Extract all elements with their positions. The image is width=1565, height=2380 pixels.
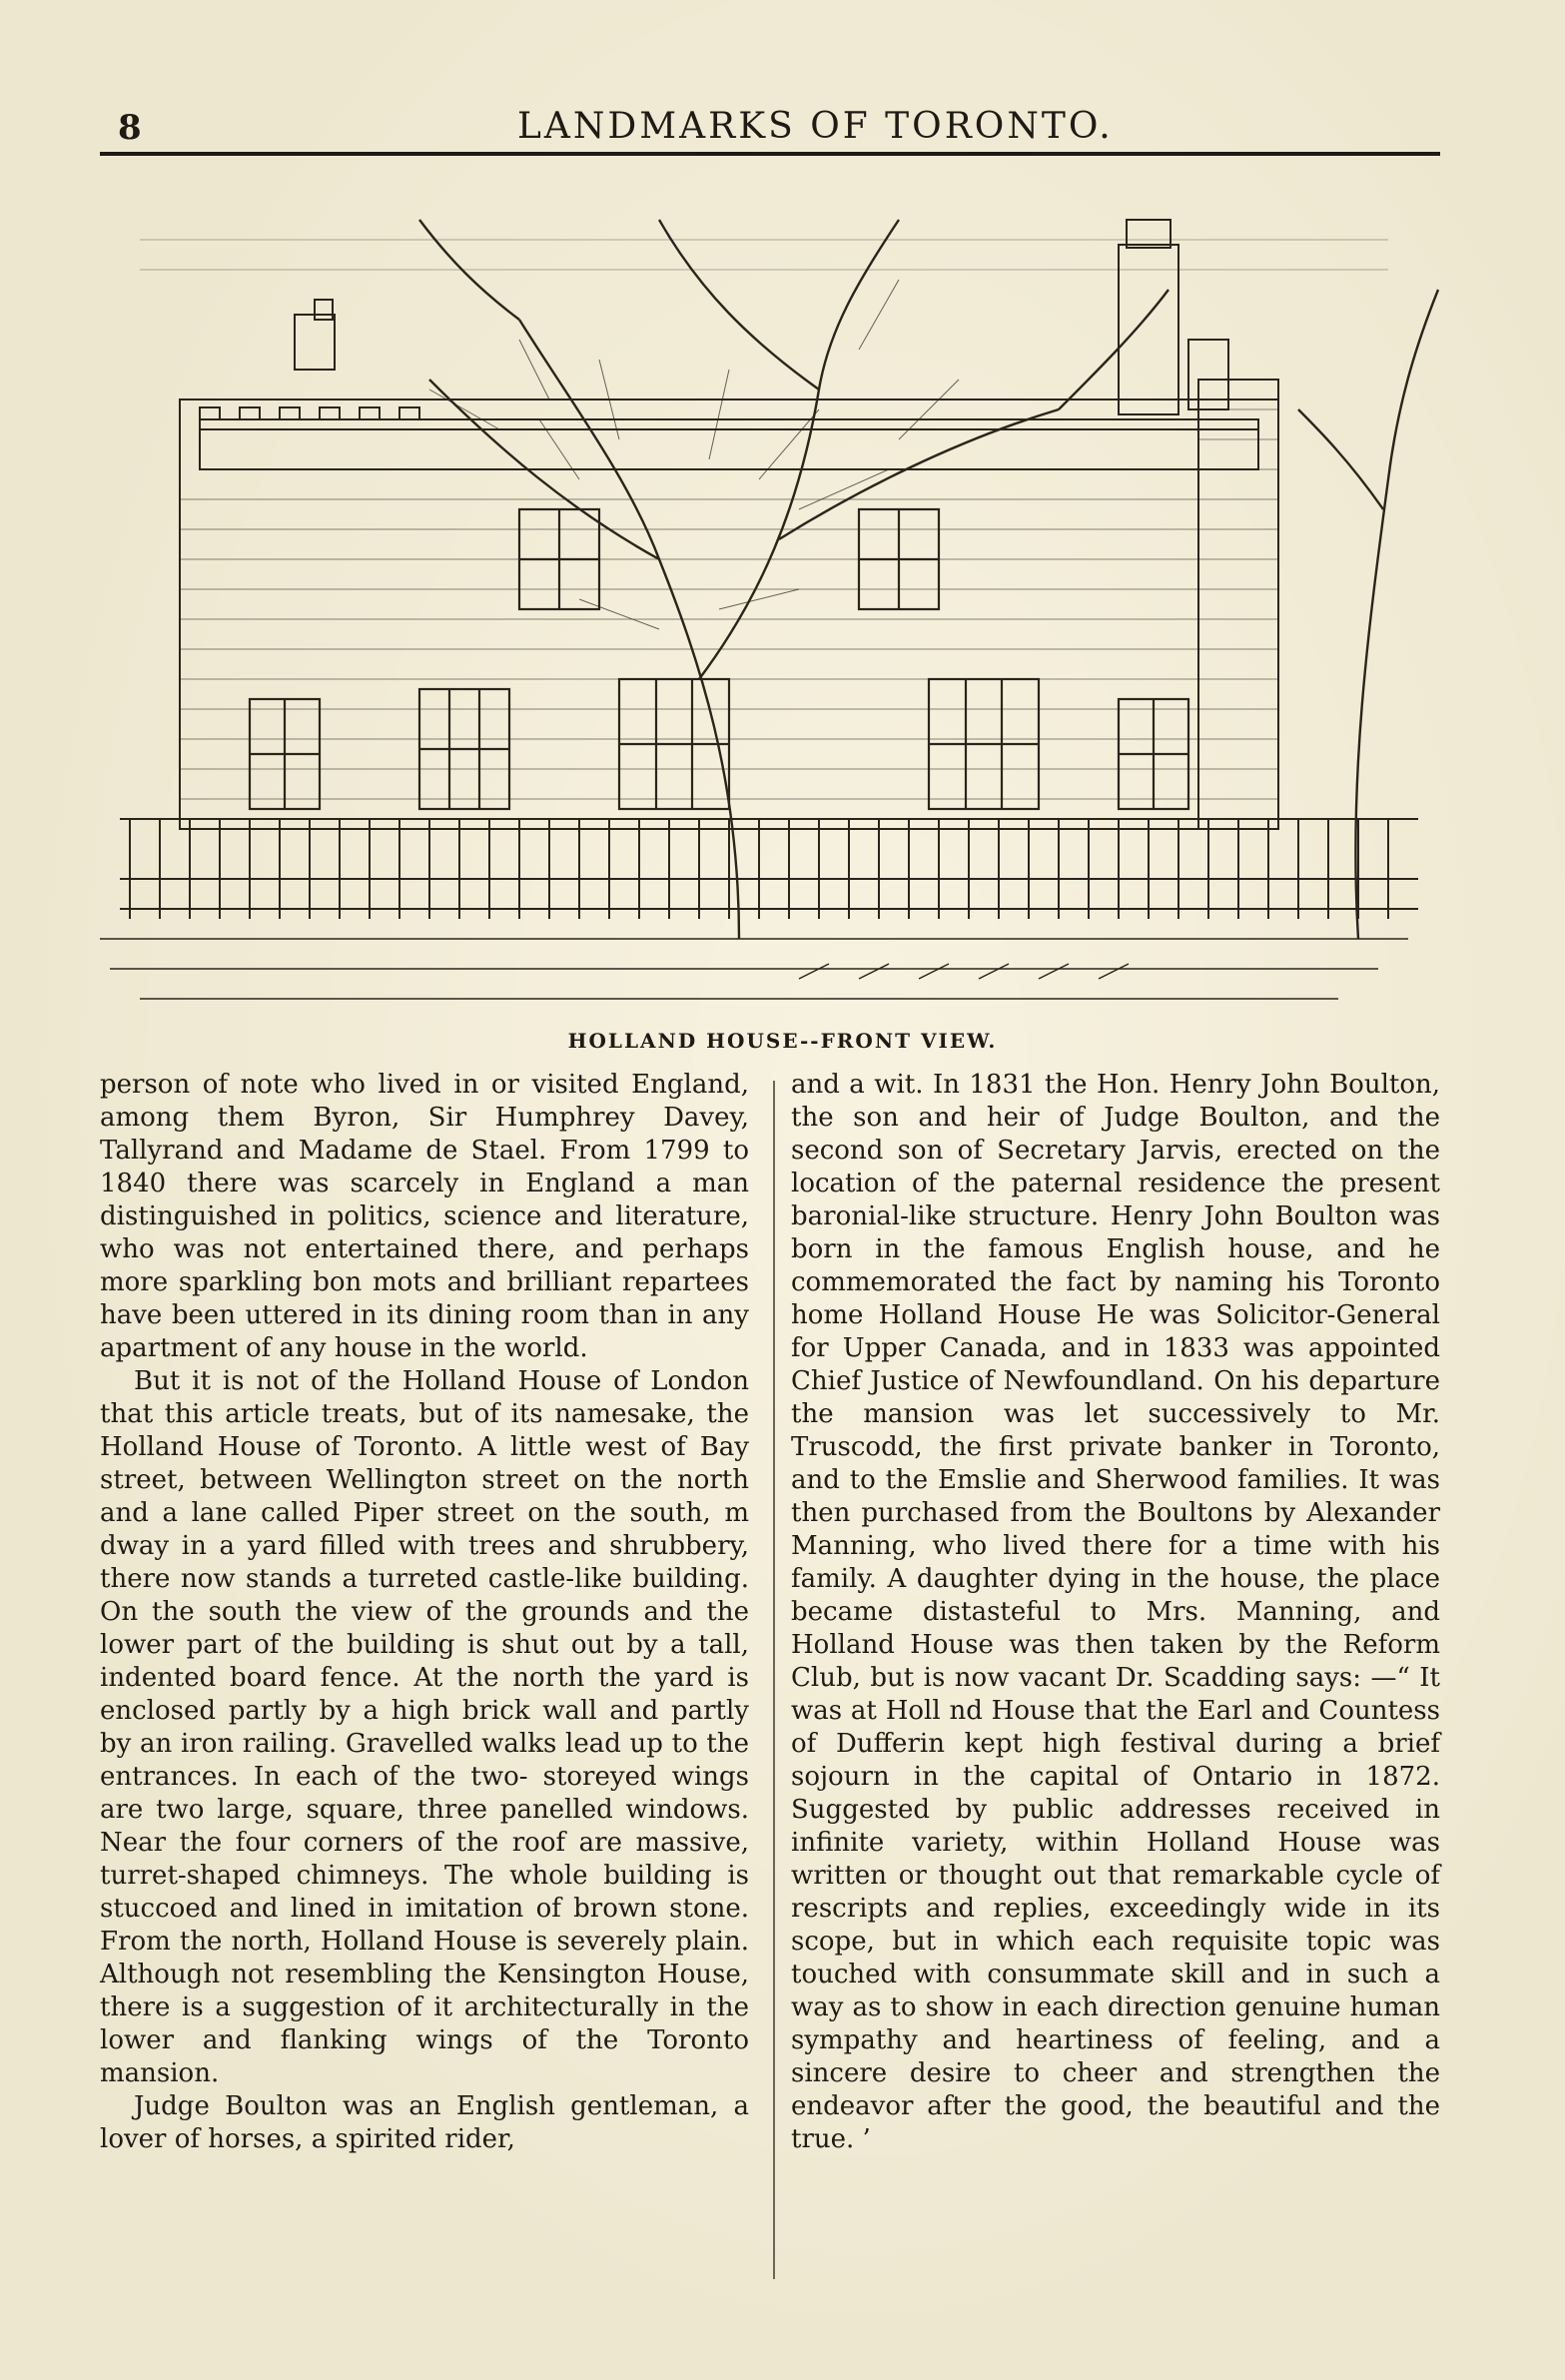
paragraph: But it is not of the Holland House of London that this article treats, but of its namesake, the Holland House of Toronto. A little west of Bay street, between Wellington street on the north and a lane called Piper street on the south, m dway in a yard filled with trees and shrubbery, there now stands a turreted castle-like building. On the south the view of the grounds and the lower part of the building is shut out by a tall, indented board fence. At the north the yard is enclosed partly by a high brick wall and partly by an iron railing. Gravelled walks lead up to the entrances. In each of the two- storeyed wings are two large, square, three panelled windows. Near the four corners of the roof are massive, turret-shaped chimneys. The whole building is stuccoed and lined in imitation of brown stone. From the north, Holland House is severely plain. Although not resembling the Kensington House, there is a suggestion of it architecturally in the lower and flanking wings of the Toronto mansion. <box>100 1366 749 2088</box>
page-number: 8 <box>118 108 143 148</box>
page-header <box>100 98 1440 148</box>
paragraph: and a wit. In 1831 the Hon. Henry John Boulton, the son and heir of Judge Boulton, and the second son of Secretary Jarvis, erected on the location of the paternal residence the present baronial-like structure. Henry John Boulton was born in the famous English house, and he commemorated the fact by naming his Toronto home Holland House He was Solicitor-General for Upper Canada, and in 1833 was appointed Chief Justice of Newfoundland. On his departure the mansion was let successively to Mr. Truscodd, the first private banker in Toronto, and to the Emslie and Sherwood families. It was then purchased from the Boultons by Alexander Manning, who lived there for a time with his family. A daughter dying in the house, the place became distasteful to Mrs. Manning, and Holland House was then taken by the Reform Club, but is now vacant Dr. Scadding says: —“ It was at Holl nd House that the Earl and Countess of Dufferin kept high festival during a brief sojourn in the capital of Ontario in 1872. Suggested by public addresses received in infinite variety, within Holland House was written or thought out that remarkable cycle of rescripts and replies, exceedingly wide in its scope, but in which each requisite topic was touched with consummate skill and in such a way as to show in each direction genuine human sympathy and heartiness of feeling, and a sincere desire to cheer and strengthen the endeavor after the good, the beautiful and the true. ’ <box>791 1070 1440 2154</box>
running-title: LANDMARKS OF TORONTO. <box>517 106 1114 147</box>
paragraph: person of note who lived in or visited England, among them Byron, Sir Humphrey Davey, Tallyrand and Madame de Stael. From 1799 to 1840 there was scarcely in England a man distinguished in politics, science and literature, who was not entertained there, and perhaps more sparkling bon mots and brilliant repartees have been uttered in its dining room than in any apartment of any house in the world. <box>100 1070 749 1363</box>
holland-house-engraving <box>100 180 1443 1024</box>
header-rule <box>100 152 1440 156</box>
column-divider <box>773 1081 775 2279</box>
text-column-right <box>791 1069 1440 2156</box>
text-column-left <box>100 1069 749 2156</box>
paragraph: Judge Boulton was an English gentleman, a lover of horses, a spirited rider, <box>100 2091 749 2154</box>
illustration-caption: HOLLAND HOUSE--FRONT VIEW. <box>567 1029 998 1053</box>
